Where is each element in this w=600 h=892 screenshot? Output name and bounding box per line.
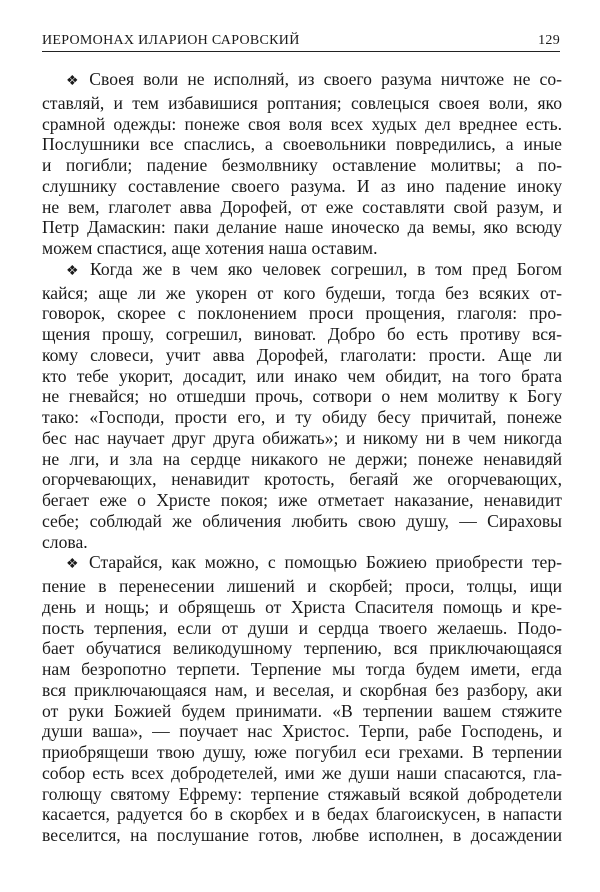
line-text: огорчевающих, ненавидит кротость, бегаяй же огорчевающих, [42, 469, 562, 490]
text-line [42, 238, 562, 259]
bullet-icon: ❖ [66, 74, 84, 89]
line-text: день и нощь; и обрящешь от Христа Спасителя помощь и кре- [42, 596, 562, 617]
line-text: слова. [42, 531, 88, 552]
line-text: кайся; аще ли же укорен от кого будеши, тогда без всяких от- [42, 282, 562, 303]
line-text: пение в перенесении лишений и скорбей; проси, толцы, ищи [42, 576, 562, 596]
line-text: голющу святому Ефрему: терпение стяжавый всякой добродетели [42, 783, 562, 804]
line-text: Старайся, как можно, с помощью Божиею приобрести тер- [88, 552, 562, 573]
line-text: от руки Божией будем принимати. «В терпении вашем стяжите [42, 700, 562, 721]
text-line [42, 259, 562, 283]
text-line [42, 345, 562, 366]
line-text: касается, радуется бо в скорбех и в бедах благоискусен, в напасти [42, 804, 562, 825]
line-text: кто тебе укорит, досадит, или инако чем обидит, на того брата [42, 365, 562, 386]
text-line [42, 680, 562, 701]
text-line [42, 638, 562, 659]
text-line [42, 324, 562, 345]
line-text: нам безропотно терпети. Терпение мы тогда будем имети, егда [42, 659, 562, 679]
text-line [42, 490, 562, 511]
line-text: не лги, и зла на сердце никакого не держи; понеже ненавидяй [42, 448, 562, 469]
line-text: бает обучатися великодушному терпению, вся приключающаяся [42, 638, 562, 659]
line-text: вся приключающаяся нам, и веселая, и скорбная без разбору, аки [42, 679, 562, 700]
text-line [42, 407, 562, 428]
line-text: кому словеси, учит авва Дорофей, глаголати: прости. Аще ли [42, 344, 562, 365]
text-line [42, 804, 562, 825]
text-line [42, 742, 562, 763]
line-text: бегает еже о Христе покоя; иже отметает наказание, ненавидит [42, 490, 562, 510]
line-text: приобрящеши твою душу, юже погубил еси грехами. В терпении [42, 742, 562, 762]
text-line [42, 618, 562, 639]
text-line [42, 763, 562, 784]
text-line [42, 784, 562, 805]
text-line [42, 701, 562, 722]
line-text: бес нас научает друг друга обижать»; и никому ни в чем никогда [42, 427, 562, 448]
text-line [42, 176, 562, 197]
text-line [42, 134, 562, 155]
running-header [42, 29, 560, 52]
text-line [42, 386, 562, 407]
text-line [42, 114, 562, 135]
line-text: срамной одежды: понеже своя воля всех худых дел вреднее есть. [42, 113, 562, 134]
line-text: слушнику составление своего разума. И аз ино падение иноку [42, 175, 562, 196]
bullet-icon: ❖ [66, 557, 83, 573]
line-text: пость терпения, если от души и сердца твоего желаешь. Подо- [42, 617, 562, 638]
line-text: Своея воли не исполняй, из своего разума ничтоже не со- [89, 69, 562, 89]
text-line [42, 469, 562, 490]
line-text: Послушники все спаслись, а своевольники повредились, а иные [42, 134, 562, 155]
line-text: ставляй, и тем избавишися роптания; совлецыся своея воли, яко [42, 92, 562, 113]
line-text: себе; соблюдай же обличения любить свою душу, — Сираховы [42, 510, 562, 531]
text-line [42, 303, 562, 324]
text-line [42, 449, 562, 470]
bullet-icon: ❖ [66, 263, 84, 279]
line-text: щения прошу, согрешил, виноват. Добро бо есть противу вся- [42, 324, 562, 344]
line-text: говорок, скорее с поклонением проси прощения, глаголя: про- [42, 303, 562, 324]
text-line [42, 217, 562, 238]
text-line [42, 597, 562, 618]
page-body [42, 69, 562, 846]
text-line [42, 93, 562, 114]
line-text: Петр Дамаскин: паки делание наше иноческо да вемы, яко всюду [42, 217, 562, 238]
line-text: не вем, глаголет авва Дорофей, от еже составляти свой разум, и [42, 196, 562, 217]
line-text: и погибли; падение безмолвнику оставление молитвы; а по- [42, 155, 562, 175]
line-text: Когда же в чем яко человек согрешил, в том пред Богом [89, 258, 562, 279]
line-text: веселится, на послушание готов, любве исполнен, в досаждении [42, 825, 562, 845]
line-text: собор есть всех добродетелей, ими же души наши спасаются, гла- [42, 762, 562, 783]
text-line [42, 366, 562, 387]
page-number: 129 [538, 33, 560, 48]
line-text: можем спастися, аще хотения наша оставим. [42, 238, 378, 258]
text-line [42, 428, 562, 449]
text-line [42, 69, 562, 93]
text-line [42, 283, 562, 304]
text-line [42, 532, 562, 553]
text-line [42, 511, 562, 532]
paragraph [42, 69, 562, 259]
text-line [42, 825, 562, 846]
line-text: не гневайся; но отшедши прочь, сотвори о нем молитву к Богу [42, 386, 562, 407]
running-title: ИЕРОМОНАХ ИЛАРИОН САРОВСКИЙ [42, 33, 300, 48]
paragraph [42, 259, 562, 553]
line-text: души ваша», — поучает нас Христос. Терпи, рабе Господень, и [42, 721, 562, 742]
text-line [42, 155, 562, 176]
text-line [42, 659, 562, 680]
text-line [42, 552, 562, 576]
paragraph [42, 552, 562, 846]
line-text: тако: «Господи, прости его, и ту обиду бесу причитай, понеже [42, 407, 562, 427]
text-line [42, 576, 562, 597]
text-line [42, 197, 562, 218]
text-line [42, 721, 562, 742]
